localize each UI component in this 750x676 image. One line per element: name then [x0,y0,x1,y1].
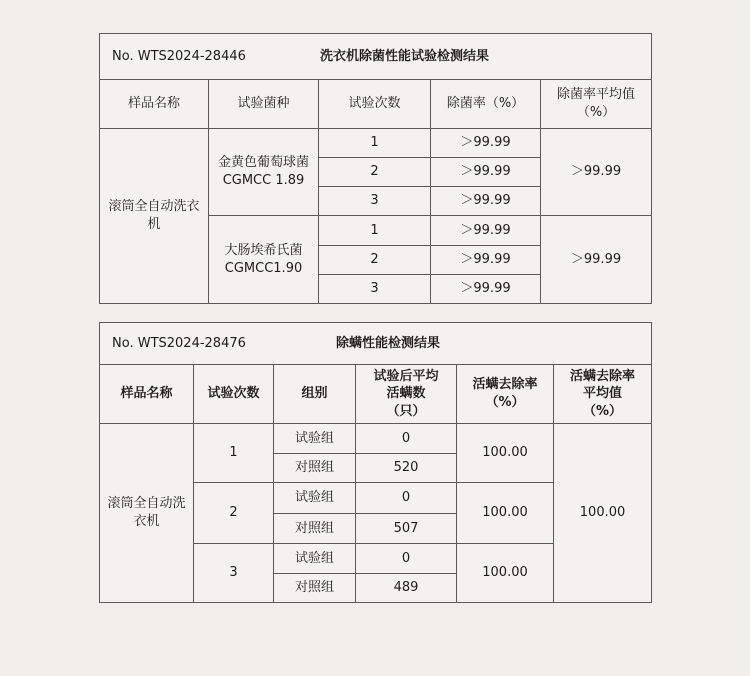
table2-group-label: 试验组 [274,544,356,574]
table2-title-cell [100,323,652,365]
table2-header-row [100,365,652,424]
table1-trial-number: 3 [319,187,431,216]
table2-removal-rate: 100.00 [457,483,554,544]
table1-title: 洗衣机除菌性能试验检测结果 [320,48,490,64]
table1-trial-number: 3 [319,275,431,304]
antibacterial-results-table [99,33,652,304]
table2-group-label: 对照组 [274,454,356,483]
table2-average: 100.00 [554,424,652,603]
table-row [100,129,652,158]
table1-trial-rate: ＞99.99 [431,275,541,304]
table2-mite-count: 520 [356,454,457,483]
table2-report-number: No. WTS2024-28476 [112,335,246,351]
table1-trial-number: 1 [319,216,431,246]
table2-trial-number: 2 [194,483,274,544]
table2-header-count: 试验后平均 活螨数 （只） [356,365,457,424]
table-row [100,424,652,454]
table2-group-label: 对照组 [274,514,356,544]
mite-removal-results-table [99,322,652,603]
table1-average-2: ＞99.99 [541,216,652,304]
table1-title-row [100,34,652,80]
table1-strain-1: 金黄色葡萄球菌 CGMCC 1.89 [209,129,319,216]
table1-header-row [100,80,652,129]
table2-header-group: 组别 [274,365,356,424]
table2-mite-count: 0 [356,483,457,514]
table2-sample-name: 滚筒全自动洗 衣机 [100,424,194,603]
table1-report-number: No. WTS2024-28446 [112,48,246,64]
table1-trial-rate: ＞99.99 [431,129,541,158]
table1-header-trial: 试验次数 [319,80,431,129]
table2-mite-count: 489 [356,574,457,603]
table2-group-label: 试验组 [274,424,356,454]
table2-group-label: 对照组 [274,574,356,603]
table2-trial-number: 3 [194,544,274,603]
table2-group-label: 试验组 [274,483,356,514]
table2-header-rate: 活螨去除率 （%） [457,365,554,424]
table1-trial-rate: ＞99.99 [431,216,541,246]
table1-average-1: ＞99.99 [541,129,652,216]
table2-title-row [100,323,652,365]
table1-trial-rate: ＞99.99 [431,187,541,216]
table1-header-strain: 试验菌种 [209,80,319,129]
table1-header-sample: 样品名称 [100,80,209,129]
table2-mite-count: 0 [356,424,457,454]
table1-header-average: 除菌率平均值 （%） [541,80,652,129]
table2-mite-count: 507 [356,514,457,544]
table2-header-sample: 样品名称 [100,365,194,424]
table1-trial-number: 1 [319,129,431,158]
table2-mite-count: 0 [356,544,457,574]
table1-strain-2: 大肠埃希氏菌 CGMCC1.90 [209,216,319,304]
table1-title-cell [100,34,652,80]
table2-title: 除螨性能检测结果 [336,335,441,351]
table2-removal-rate: 100.00 [457,424,554,483]
table2-header-average: 活螨去除率 平均值 （%） [554,365,652,424]
table1-trial-number: 2 [319,246,431,275]
table2-trial-number: 1 [194,424,274,483]
table1-trial-number: 2 [319,158,431,187]
table2-header-trial: 试验次数 [194,365,274,424]
table2-removal-rate: 100.00 [457,544,554,603]
table1-header-rate: 除菌率（%） [431,80,541,129]
table1-trial-rate: ＞99.99 [431,246,541,275]
table1-trial-rate: ＞99.99 [431,158,541,187]
table1-sample-name: 滚筒全自动洗衣 机 [100,129,209,304]
